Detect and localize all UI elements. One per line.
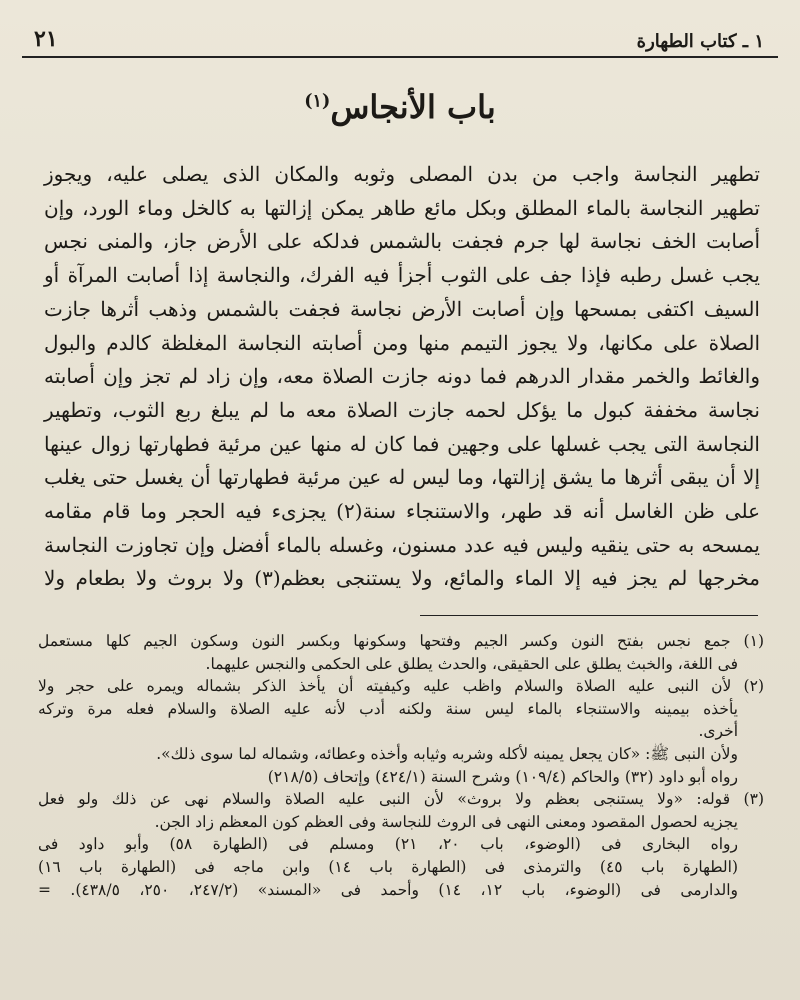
body-text	[44, 158, 760, 596]
body-line: يمسحه به حتى ينقيه وليس فيه عدد مسنون، وغسله بالماء أفضل وإن تجاوزت النجاسة	[44, 532, 760, 557]
footnote-line: (١) جمع نجس بفتح النون وكسر الجيم وفتحها وسكونها وبكسر النون وسكون الجيم كلها مستعمل	[38, 632, 764, 650]
footnote-line: والدارمى فى (الوضوء، باب ١٢، ١٤) وأحمد فى «المسند» (٢٤٧/٢، ٢٥٠، ٤٣٨/٥). =	[38, 880, 738, 899]
body-line: والغائط والخمر مقدار الدرهم فما دونه جازت الصلاة معه، وإن زاد لم تجز وإن أصابته	[44, 364, 760, 389]
footnote-line: يجزيه لحصول المقصود ومعنى النهى فى الروث للنجاسة وفى العظم كون المعظم زاد الجن.	[154, 812, 738, 831]
body-line: مخرجها لم يجز فيه إلا الماء والمائع، ولا يستنجى بعظم(٣) ولا بروث ولا بطعام ولا	[44, 566, 761, 591]
footnote-line: يأخذه بيمينه والاستنجاء بالماء ليس سنة ولكنه أدب لأنه عليه الصلاة والسلام فعله مرة وتركه	[38, 699, 738, 718]
body-line: يجب غسل رطبه فإذا جف على الثوب أجزأ فيه الفرك، والنجاسة إذا أصابت المرآة أو	[44, 263, 760, 288]
footnote-line: رواه البخارى فى (الوضوء، باب ٢٠، ٢١) ومسلم فى (الطهارة ٥٨) وأبو داود فى	[38, 835, 738, 854]
page-number: ٢١	[34, 26, 58, 52]
running-title: ١ ـ كتاب الطهارة	[636, 31, 764, 52]
body-line: السيف اكتفى بمسحها وإن أصابت الأرض نجاسة فجفت بالشمس وذهب أثرها جازت	[44, 296, 760, 321]
chapter-title-note: (١)	[304, 90, 331, 112]
footnote-divider	[420, 615, 758, 616]
body-line: تطهير النجاسة واجب من بدن المصلى وثوبه والمكان الذى يصلى عليه، ويجوز	[44, 162, 760, 186]
footnote-line: رواه أبو داود (٣٢) والحاكم (١٠٩/٤) وشرح السنة (٤٢٤/١) وإتحاف (٢١٨/٥)	[267, 767, 738, 786]
running-header	[22, 14, 778, 58]
footnote-line: (٢) لأن النبى عليه الصلاة والسلام واظب عليه وكيفيته أن يأخذ الذكر بشماله ويمره على حجر ولا	[38, 677, 764, 696]
body-line: على ظن الغاسل أنه قد طهر، والاستنجاء سنة(٢) يجزىء فيه الحجر وما قام مقامه	[44, 499, 761, 524]
footnote-line: (٣) قوله: «ولا يستنجى بعظم ولا بروث» لأن النبى عليه الصلاة والسلام نهى عن ذلك ولو فعل	[38, 790, 764, 809]
footnote-line: ولأن النبى ﷺ: «كان يجعل يمينه لأكله وشربه وثيابه وأخذه وعطائه، وشماله لما سوى ذلك».	[156, 744, 738, 763]
body-line: النجاسة التى يجب غسلها على وجهين فما كان له منها عين مرئية فطهارتها زوال عينها	[44, 431, 760, 456]
chapter-title	[0, 88, 800, 126]
footnote-line: فى اللغة، والخبث يطلق على الحقيقى، والحدث يطلق على الحكمى والنجس عليهما.	[205, 654, 738, 673]
body-line: نجاسة مخففة كبول ما يؤكل لحمه جازت الصلاة معه ما لم يبلغ ربع الثوب، وتطهير	[44, 397, 760, 422]
footnote-line: أخرى.	[698, 722, 738, 741]
chapter-title-text: باب الأنجاس	[330, 88, 496, 126]
body-line: إلا أن يبقى أثرها ما يشق إزالتها، وما ليس له عين مرئية فطهارتها أن يغسل حتى يغلب	[44, 465, 760, 490]
footnotes	[38, 630, 764, 901]
footnote-line: (الطهارة باب ٤٥) والترمذى فى (الطهارة باب ١٤) وابن ماجه فى (الطهارة باب ١٦)	[38, 857, 739, 876]
body-line: أصابت الخف نجاسة لها جرم فجفت بالشمس فدلكه على الأرض جاز، والمنى نجس	[44, 229, 760, 254]
body-line: الصلاة على مكانها، ولا يجوز التيمم منها ومن أصابته النجاسة المغلظة كالدم والبول	[44, 330, 760, 355]
body-line: تطهير النجاسة بالماء المطلق وبكل مائع طاهر يمكن إزالتها به كالخل وماء الورد، وإن	[44, 195, 760, 220]
